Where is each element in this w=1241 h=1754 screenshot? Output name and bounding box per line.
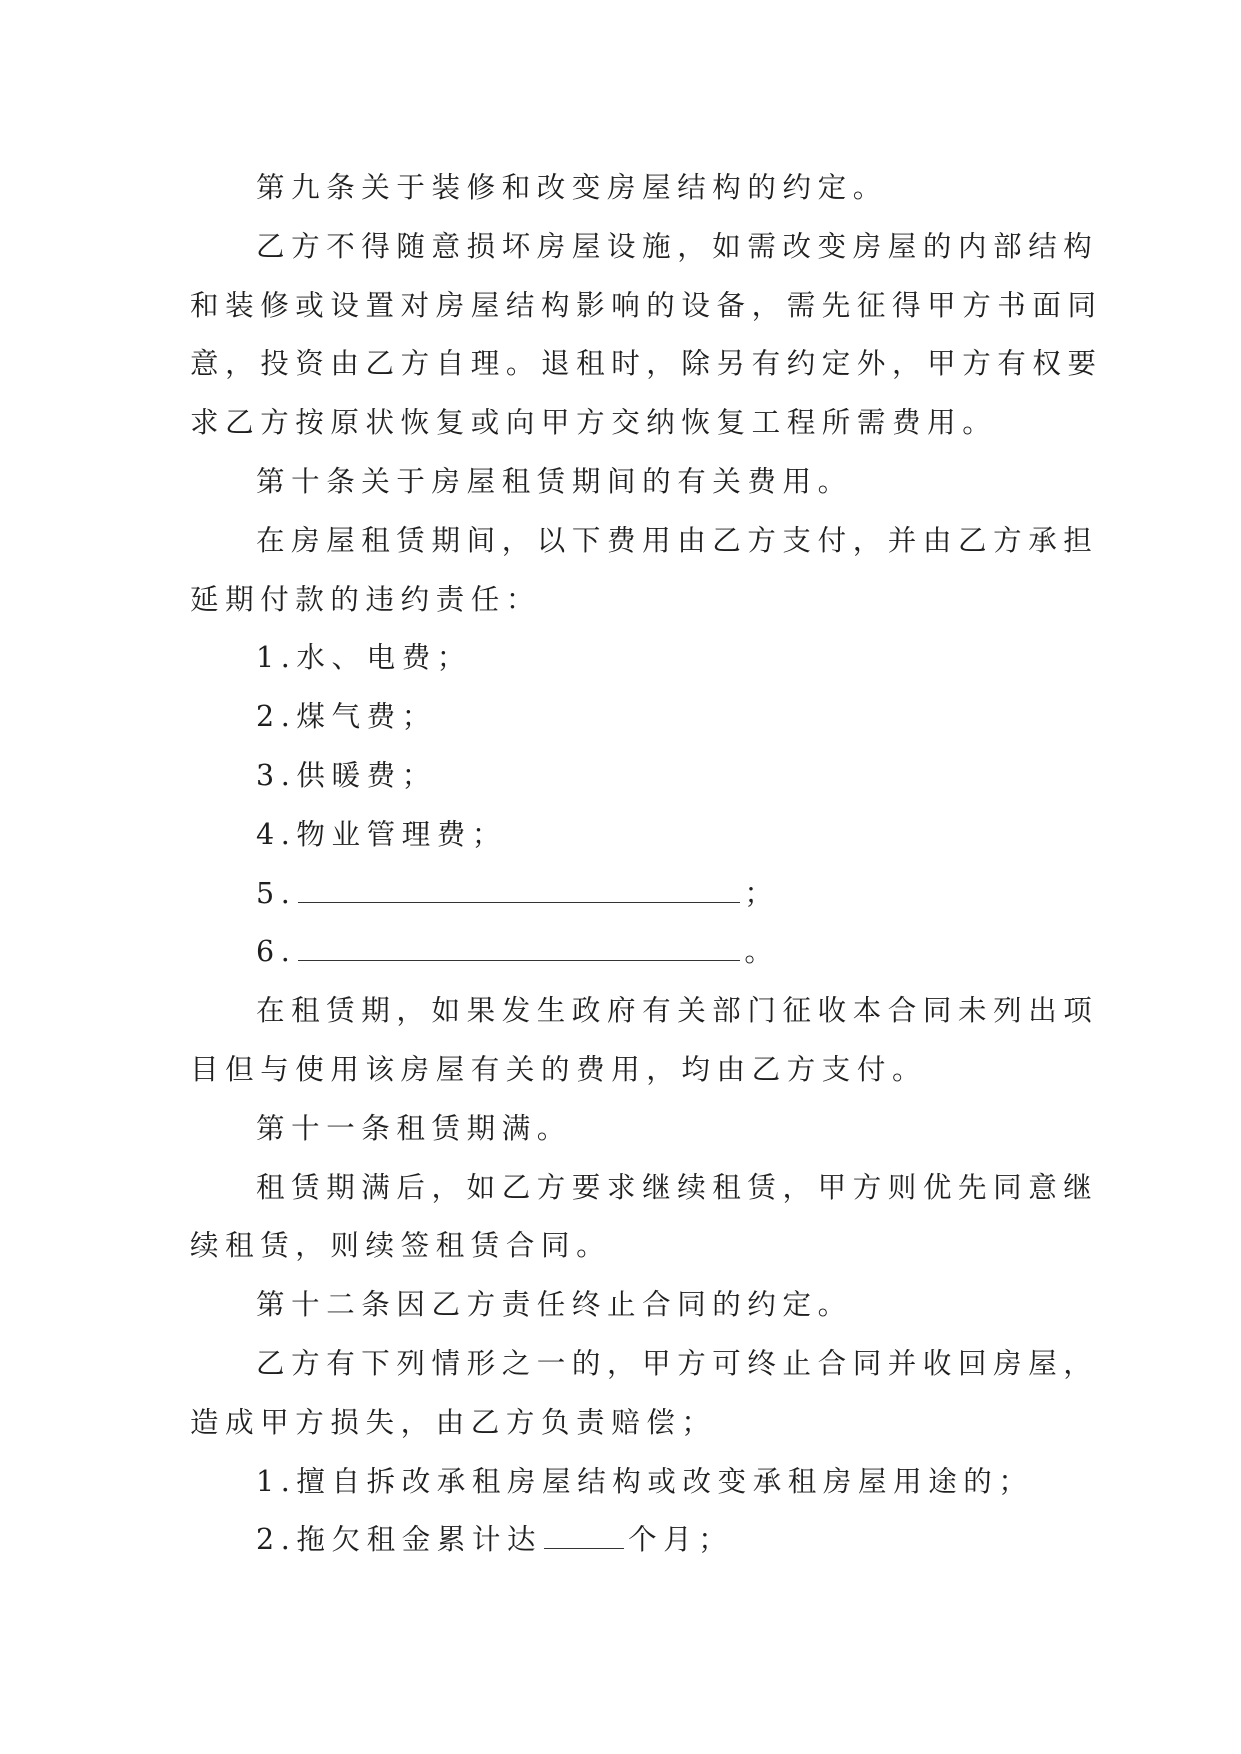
list-item: 1.擅自拆改承租房屋结构或改变承租房屋用途的； xyxy=(256,1464,1034,1498)
paragraph-line: 延期付款的违约责任： xyxy=(190,582,542,616)
article-12-heading: 第十二条因乙方责任终止合同的约定。 xyxy=(256,1288,853,1322)
paragraph-line: 续租赁，则续签租赁合同。 xyxy=(190,1229,612,1263)
paragraph-line: 在租赁期，如果发生政府有关部门征收本合同未列出项 xyxy=(256,994,1099,1028)
paragraph-line: 造成甲方损失，由乙方负责赔偿； xyxy=(190,1405,717,1439)
item-number: 6. xyxy=(256,935,297,969)
paragraph-line: 租赁期满后，如乙方要求继续租赁，甲方则优先同意继 xyxy=(256,1170,1099,1204)
list-item-fill-blank xyxy=(190,1511,1070,1570)
item-punctuation: ； xyxy=(744,876,780,910)
paragraph-line: 乙方有下列情形之一的，甲方可终止合同并收回房屋， xyxy=(256,1346,1099,1380)
list-item: 4.物业管理费； xyxy=(256,817,507,851)
article-10-heading: 第十条关于房屋租赁期间的有关费用。 xyxy=(256,464,853,498)
list-item: 1.水、电费； xyxy=(256,641,472,675)
list-item: 2.煤气费； xyxy=(256,700,437,734)
item-number: 5. xyxy=(256,876,297,910)
list-item-fill-blank xyxy=(190,923,1070,982)
paragraph-line: 求乙方按原状恢复或向甲方交纳恢复工程所需费用。 xyxy=(190,406,998,440)
fill-in-blank xyxy=(298,924,740,961)
paragraph-line: 乙方不得随意损坏房屋设施，如需改变房屋的内部结构 xyxy=(256,229,1099,263)
list-item-fill-blank xyxy=(190,865,1070,924)
article-9-heading: 第九条关于装修和改变房屋结构的约定。 xyxy=(256,171,888,204)
paragraph-line: 在房屋租赁期间，以下费用由乙方支付，并由乙方承担 xyxy=(256,523,1099,557)
fill-in-blank xyxy=(298,866,740,903)
item-text: 2.拖欠租金累计达 xyxy=(256,1523,543,1557)
item-text-suffix: 个月； xyxy=(628,1523,734,1557)
paragraph-line: 目但与使用该房屋有关的费用，均由乙方支付。 xyxy=(190,1052,928,1086)
list-item: 3.供暖费； xyxy=(256,758,437,792)
document-body xyxy=(190,159,1103,1570)
paragraph-line: 和装修或设置对房屋结构影响的设备，需先征得甲方书面同 xyxy=(190,288,1103,322)
fill-in-blank xyxy=(544,1512,624,1549)
item-punctuation: 。 xyxy=(744,935,780,969)
paragraph-line: 意，投资由乙方自理。退租时，除另有约定外，甲方有权要 xyxy=(190,347,1103,381)
article-11-heading: 第十一条租赁期满。 xyxy=(256,1111,572,1145)
